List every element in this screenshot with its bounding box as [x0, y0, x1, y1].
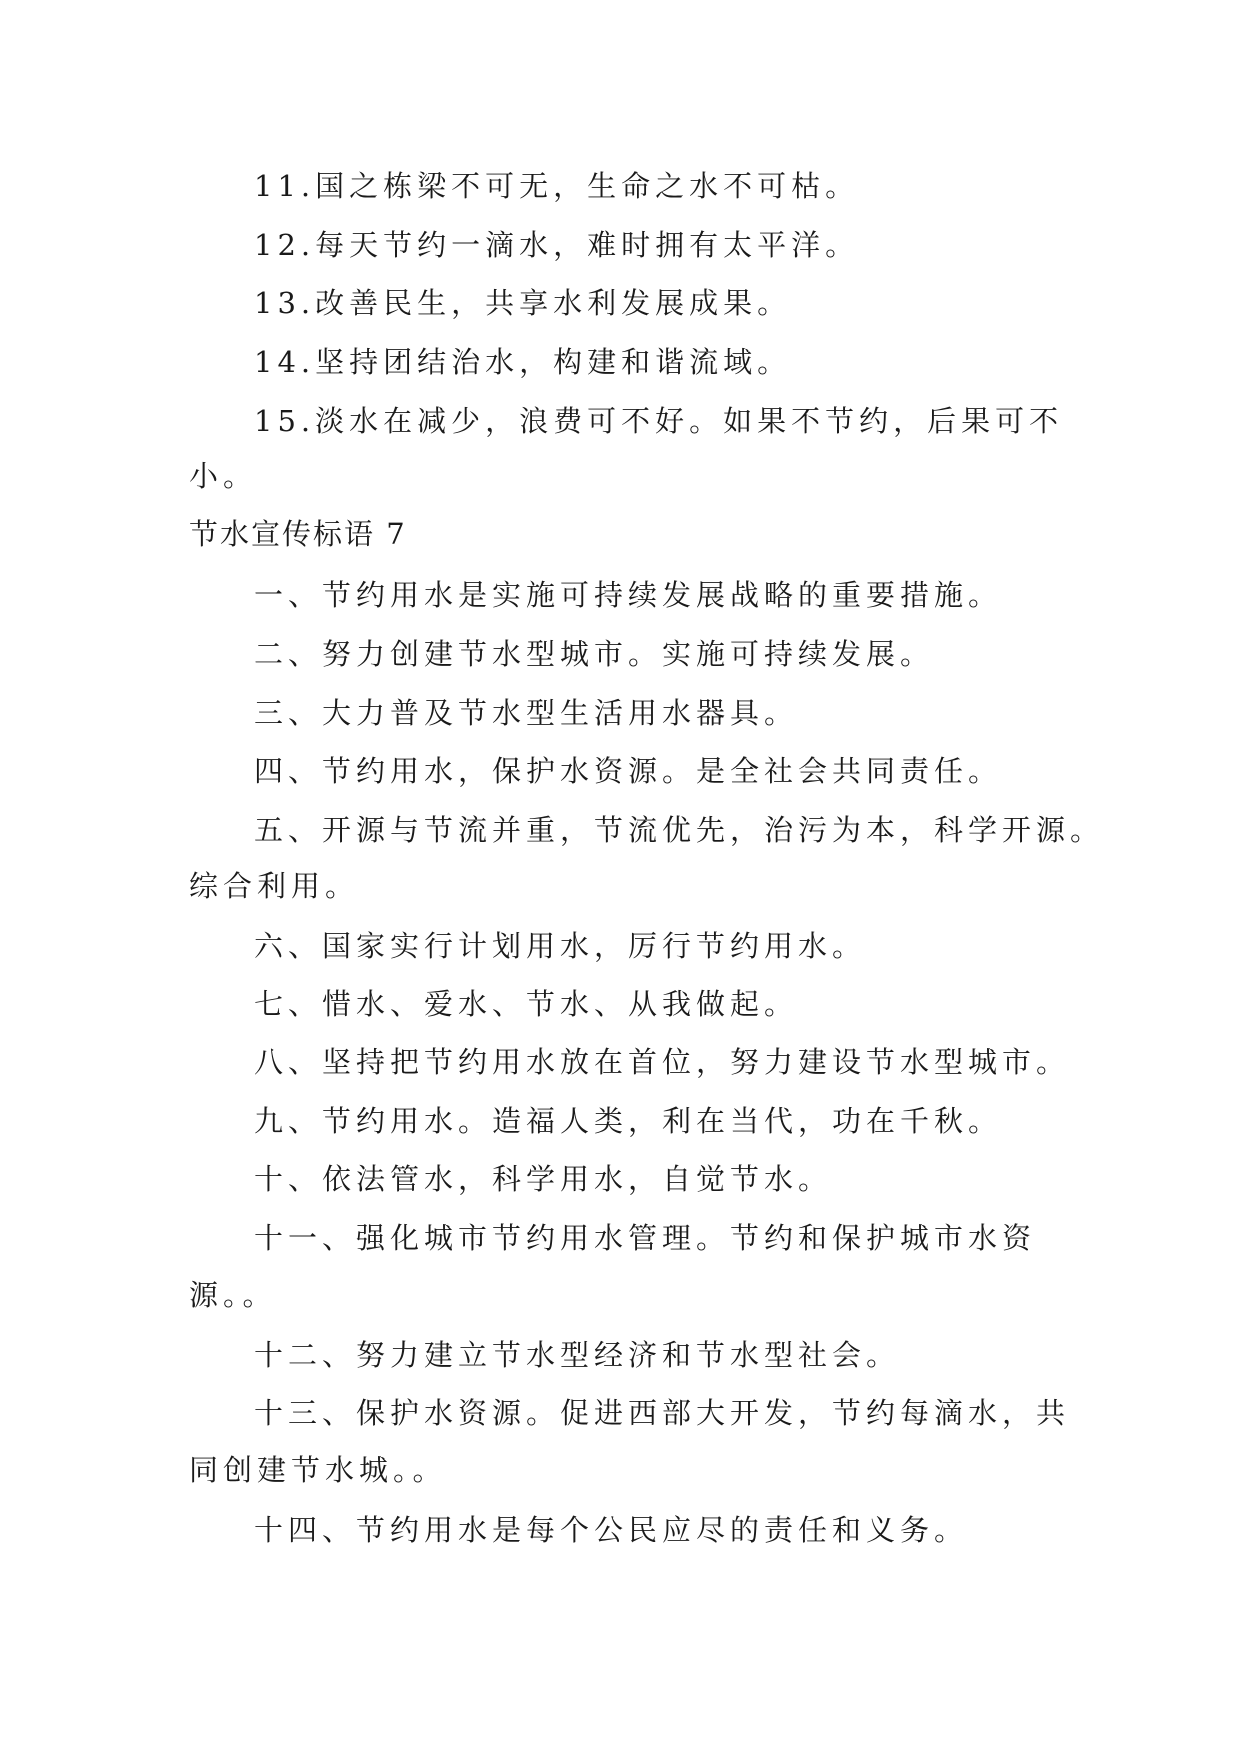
- slogan-item-8: 八、坚持把节约用水放在首位，努力建设节水型城市。: [254, 1045, 1071, 1079]
- slogan-item-5-continued: 综合利用。: [189, 869, 360, 903]
- slogan-item-12: 十二、努力建立节水型经济和节水型社会。: [254, 1338, 901, 1372]
- slogan-item-5: 五、开源与节流并重，节流优先，治污为本，科学开源。: [254, 813, 1105, 847]
- slogan-line-15-continued: 小。: [189, 459, 258, 493]
- slogan-item-11: 十一、强化城市节约用水管理。节约和保护城市水资: [254, 1221, 1037, 1255]
- slogan-item-13: 十三、保护水资源。促进西部大开发，节约每滴水，共: [254, 1396, 1071, 1430]
- slogan-item-14: 十四、节约用水是每个公民应尽的责任和义务。: [254, 1513, 969, 1547]
- slogan-line-11: 11.国之栋梁不可无，生命之水不可枯。: [254, 169, 860, 203]
- slogan-item-4: 四、节约用水，保护水资源。是全社会共同责任。: [254, 754, 1003, 788]
- slogan-item-11-continued: 源。。: [189, 1278, 277, 1312]
- slogan-line-15: 15.淡水在减少，浪费可不好。如果不节约，后果可不: [254, 404, 1064, 438]
- slogan-item-10: 十、依法管水，科学用水，自觉节水。: [254, 1162, 833, 1196]
- slogan-line-12: 12.每天节约一滴水，难时拥有太平洋。: [254, 228, 860, 262]
- section-heading: 节水宣传标语 7: [189, 517, 407, 551]
- slogan-item-6: 六、国家实行计划用水，厉行节约用水。: [254, 929, 867, 963]
- slogan-line-14: 14.坚持团结治水，构建和谐流域。: [254, 345, 792, 379]
- slogan-item-3: 三、大力普及节水型生活用水器具。: [254, 696, 799, 730]
- slogan-line-13: 13.改善民生，共享水利发展成果。: [254, 286, 792, 320]
- slogan-item-2: 二、努力创建节水型城市。实施可持续发展。: [254, 637, 935, 671]
- slogan-item-13-continued: 同创建节水城。。: [189, 1453, 447, 1487]
- slogan-item-9: 九、节约用水。造福人类，利在当代，功在千秋。: [254, 1104, 1003, 1138]
- slogan-item-1: 一、节约用水是实施可持续发展战略的重要措施。: [254, 578, 1003, 612]
- slogan-item-7: 七、惜水、爱水、节水、从我做起。: [254, 987, 799, 1021]
